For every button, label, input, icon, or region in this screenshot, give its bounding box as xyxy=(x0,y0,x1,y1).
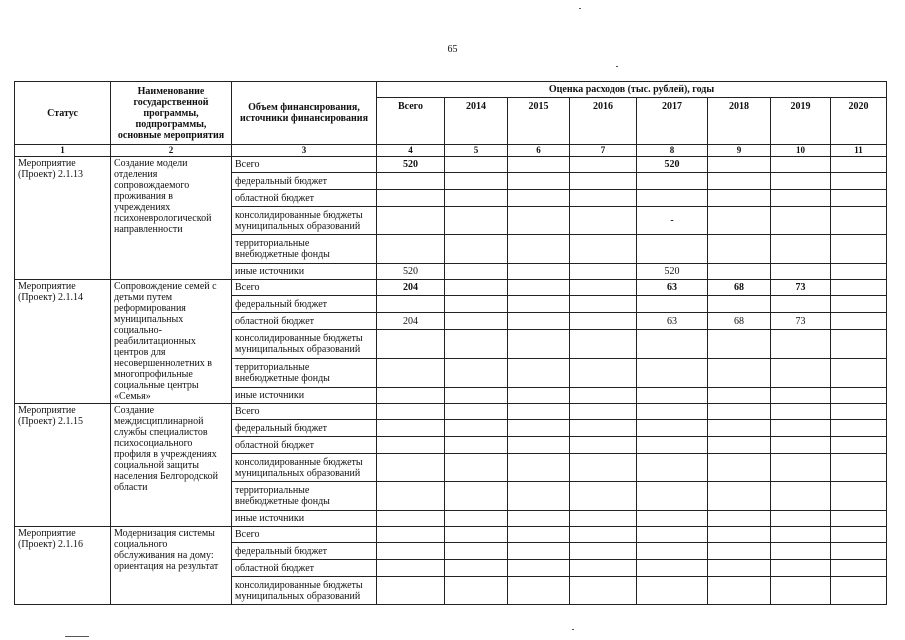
amount-cell: 520 xyxy=(637,264,708,280)
activity-status: Мероприятие (Проект) 2.1.13 xyxy=(15,157,111,280)
activity-name: Модернизация системы социального обслуживания на дому: ориентация на результат xyxy=(111,527,232,605)
column-number: 7 xyxy=(570,145,637,157)
amount-cell xyxy=(508,511,570,527)
column-number: 11 xyxy=(831,145,887,157)
amount-cell xyxy=(708,454,771,482)
amount-cell xyxy=(570,330,637,358)
amount-cell: 520 xyxy=(377,157,445,173)
scan-speck xyxy=(65,636,89,637)
amount-cell xyxy=(445,207,508,235)
amount-cell xyxy=(445,280,508,296)
header-year: 2018 xyxy=(708,98,771,145)
amount-cell xyxy=(570,387,637,403)
amount-cell xyxy=(508,173,570,190)
funding-source: областной бюджет xyxy=(232,560,377,577)
amount-cell xyxy=(708,235,771,264)
amount-cell xyxy=(570,280,637,296)
amount-cell xyxy=(771,454,831,482)
amount-cell xyxy=(831,482,887,511)
amount-cell xyxy=(637,543,708,560)
amount-cell xyxy=(508,527,570,543)
amount-cell xyxy=(637,404,708,420)
column-number: 5 xyxy=(445,145,508,157)
amount-cell: 520 xyxy=(637,157,708,173)
amount-cell xyxy=(708,511,771,527)
amount-cell xyxy=(771,527,831,543)
amount-cell xyxy=(445,157,508,173)
amount-cell xyxy=(831,511,887,527)
activity-name: Создание междисциплинарной службы специалистов психосоциального профиля в учреждениях социальной защиты населения Белгородской области xyxy=(111,404,232,527)
column-number: 3 xyxy=(232,145,377,157)
amount-cell xyxy=(771,264,831,280)
amount-cell xyxy=(831,387,887,403)
amount-cell xyxy=(771,560,831,577)
table-row xyxy=(15,527,887,543)
amount-cell: 68 xyxy=(708,313,771,330)
amount-cell xyxy=(708,527,771,543)
table-row xyxy=(15,280,887,296)
header-year: 2015 xyxy=(508,98,570,145)
amount-cell xyxy=(570,560,637,577)
funding-source: федеральный бюджет xyxy=(232,296,377,313)
header-status: Статус xyxy=(15,82,111,145)
scan-speck xyxy=(579,8,581,9)
amount-cell: 68 xyxy=(708,280,771,296)
activity-name: Сопровождение семей с детьми путем реформирования муниципальных социально-реабилитационных центров для несовершеннолетних в многопрофильные социальные центры «Семья» xyxy=(111,280,232,404)
amount-cell xyxy=(377,404,445,420)
amount-cell xyxy=(377,560,445,577)
amount-cell xyxy=(708,173,771,190)
amount-cell xyxy=(445,387,508,403)
funding-source: федеральный бюджет xyxy=(232,173,377,190)
amount-cell xyxy=(637,527,708,543)
amount-cell xyxy=(637,190,708,207)
amount-cell xyxy=(831,527,887,543)
amount-cell xyxy=(831,157,887,173)
amount-cell xyxy=(771,420,831,437)
amount-cell xyxy=(377,387,445,403)
amount-cell xyxy=(445,560,508,577)
amount-cell xyxy=(508,420,570,437)
amount-cell xyxy=(831,358,887,387)
amount-cell xyxy=(831,404,887,420)
amount-cell xyxy=(377,454,445,482)
amount-cell xyxy=(637,358,708,387)
amount-cell xyxy=(508,454,570,482)
amount-cell xyxy=(508,207,570,235)
amount-cell xyxy=(771,173,831,190)
funding-source: Всего xyxy=(232,404,377,420)
amount-cell xyxy=(708,420,771,437)
amount-cell xyxy=(771,157,831,173)
amount-cell xyxy=(508,404,570,420)
amount-cell xyxy=(570,235,637,264)
amount-cell xyxy=(570,437,637,454)
amount-cell: - xyxy=(637,207,708,235)
amount-cell xyxy=(445,404,508,420)
column-number: 10 xyxy=(771,145,831,157)
amount-cell xyxy=(377,437,445,454)
amount-cell xyxy=(570,207,637,235)
activity-status: Мероприятие (Проект) 2.1.15 xyxy=(15,404,111,527)
amount-cell xyxy=(637,482,708,511)
amount-cell xyxy=(831,437,887,454)
amount-cell xyxy=(377,543,445,560)
column-number: 9 xyxy=(708,145,771,157)
amount-cell: 63 xyxy=(637,313,708,330)
amount-cell xyxy=(771,437,831,454)
funding-source: консолидированные бюджеты муниципальных образований xyxy=(232,577,377,605)
amount-cell xyxy=(708,330,771,358)
header-year: 2020 xyxy=(831,98,887,145)
amount-cell xyxy=(708,387,771,403)
amount-cell xyxy=(708,482,771,511)
amount-cell xyxy=(570,190,637,207)
amount-cell: 63 xyxy=(637,280,708,296)
amount-cell xyxy=(508,437,570,454)
amount-cell xyxy=(708,577,771,605)
amount-cell xyxy=(771,511,831,527)
column-number: 4 xyxy=(377,145,445,157)
amount-cell xyxy=(831,280,887,296)
amount-cell xyxy=(831,330,887,358)
amount-cell xyxy=(508,313,570,330)
amount-cell xyxy=(771,235,831,264)
amount-cell: 520 xyxy=(377,264,445,280)
amount-cell xyxy=(445,577,508,605)
amount-cell xyxy=(377,330,445,358)
funding-source: консолидированные бюджеты муниципальных образований xyxy=(232,207,377,235)
amount-cell xyxy=(445,296,508,313)
header-year: 2019 xyxy=(771,98,831,145)
amount-cell xyxy=(771,296,831,313)
amount-cell xyxy=(831,296,887,313)
table-row xyxy=(15,157,887,173)
amount-cell xyxy=(708,207,771,235)
amount-cell xyxy=(708,157,771,173)
header-year: 2017 xyxy=(637,98,708,145)
amount-cell xyxy=(708,264,771,280)
column-number: 2 xyxy=(111,145,232,157)
amount-cell xyxy=(637,560,708,577)
amount-cell xyxy=(708,543,771,560)
column-number: 8 xyxy=(637,145,708,157)
amount-cell xyxy=(377,173,445,190)
header-year: 2016 xyxy=(570,98,637,145)
amount-cell xyxy=(377,420,445,437)
amount-cell xyxy=(445,420,508,437)
amount-cell xyxy=(831,420,887,437)
amount-cell xyxy=(831,313,887,330)
amount-cell xyxy=(508,296,570,313)
amount-cell xyxy=(508,190,570,207)
amount-cell xyxy=(570,482,637,511)
amount-cell xyxy=(637,296,708,313)
amount-cell xyxy=(445,330,508,358)
activity-status: Мероприятие (Проект) 2.1.14 xyxy=(15,280,111,404)
amount-cell xyxy=(771,482,831,511)
funding-source: областной бюджет xyxy=(232,437,377,454)
amount-cell xyxy=(771,577,831,605)
amount-cell xyxy=(570,511,637,527)
amount-cell xyxy=(831,560,887,577)
amount-cell xyxy=(377,511,445,527)
amount-cell xyxy=(637,173,708,190)
amount-cell xyxy=(570,157,637,173)
amount-cell xyxy=(570,313,637,330)
amount-cell xyxy=(771,358,831,387)
amount-cell xyxy=(445,482,508,511)
amount-cell xyxy=(508,280,570,296)
amount-cell xyxy=(637,330,708,358)
amount-cell: 73 xyxy=(771,280,831,296)
amount-cell xyxy=(445,358,508,387)
amount-cell xyxy=(771,543,831,560)
funding-source: территориальные внебюджетные фонды xyxy=(232,482,377,511)
funding-source: территориальные внебюджетные фонды xyxy=(232,235,377,264)
funding-source: иные источники xyxy=(232,264,377,280)
amount-cell xyxy=(570,358,637,387)
amount-cell xyxy=(570,296,637,313)
amount-cell xyxy=(377,207,445,235)
amount-cell xyxy=(708,358,771,387)
amount-cell xyxy=(708,296,771,313)
amount-cell xyxy=(771,387,831,403)
amount-cell xyxy=(508,482,570,511)
amount-cell xyxy=(831,173,887,190)
funding-source: территориальные внебюджетные фонды xyxy=(232,358,377,387)
amount-cell xyxy=(637,387,708,403)
amount-cell xyxy=(831,543,887,560)
amount-cell xyxy=(508,577,570,605)
amount-cell xyxy=(570,173,637,190)
amount-cell xyxy=(508,387,570,403)
amount-cell xyxy=(771,330,831,358)
amount-cell xyxy=(771,404,831,420)
amount-cell xyxy=(377,296,445,313)
amount-cell xyxy=(377,358,445,387)
scan-speck xyxy=(572,629,574,630)
funding-source: Всего xyxy=(232,527,377,543)
amount-cell xyxy=(637,577,708,605)
page-number: 65 xyxy=(447,44,458,55)
amount-cell xyxy=(708,190,771,207)
amount-cell xyxy=(508,560,570,577)
activity-name: Создание модели отделения сопровождаемого проживания в учреждениях психоневрологической направленности xyxy=(111,157,232,280)
funding-source: иные источники xyxy=(232,387,377,403)
amount-cell xyxy=(570,264,637,280)
funding-source: федеральный бюджет xyxy=(232,420,377,437)
amount-cell xyxy=(377,190,445,207)
amount-cell xyxy=(771,190,831,207)
amount-cell xyxy=(570,420,637,437)
amount-cell xyxy=(508,235,570,264)
funding-source: консолидированные бюджеты муниципальных образований xyxy=(232,454,377,482)
funding-source: федеральный бюджет xyxy=(232,543,377,560)
header-funding: Объем финансирования, источники финансирования xyxy=(232,82,377,145)
amount-cell xyxy=(637,454,708,482)
amount-cell xyxy=(445,543,508,560)
amount-cell xyxy=(637,511,708,527)
amount-cell xyxy=(831,264,887,280)
amount-cell: 73 xyxy=(771,313,831,330)
amount-cell xyxy=(445,437,508,454)
column-number: 1 xyxy=(15,145,111,157)
amount-cell xyxy=(570,404,637,420)
amount-cell xyxy=(377,235,445,264)
amount-cell: 204 xyxy=(377,280,445,296)
amount-cell xyxy=(708,560,771,577)
amount-cell xyxy=(831,454,887,482)
budget-table xyxy=(14,81,887,605)
scan-speck xyxy=(616,66,618,67)
funding-source: Всего xyxy=(232,280,377,296)
amount-cell xyxy=(831,207,887,235)
amount-cell xyxy=(508,543,570,560)
amount-cell xyxy=(637,420,708,437)
column-number-row xyxy=(15,145,887,157)
amount-cell xyxy=(508,358,570,387)
amount-cell xyxy=(708,437,771,454)
amount-cell: 204 xyxy=(377,313,445,330)
amount-cell xyxy=(377,577,445,605)
header-year: 2014 xyxy=(445,98,508,145)
amount-cell xyxy=(377,482,445,511)
header-name: Наименование государственной программы, подпрограммы, основные мероприятия xyxy=(111,82,232,145)
amount-cell xyxy=(508,330,570,358)
amount-cell xyxy=(831,235,887,264)
funding-source: областной бюджет xyxy=(232,313,377,330)
amount-cell xyxy=(445,173,508,190)
amount-cell xyxy=(508,157,570,173)
amount-cell xyxy=(831,577,887,605)
amount-cell xyxy=(708,404,771,420)
amount-cell xyxy=(637,235,708,264)
amount-cell xyxy=(570,527,637,543)
activity-status: Мероприятие (Проект) 2.1.16 xyxy=(15,527,111,605)
amount-cell xyxy=(377,527,445,543)
header-total: Всего xyxy=(377,98,445,145)
amount-cell xyxy=(445,235,508,264)
header-estimate: Оценка расходов (тыс. рублей), годы xyxy=(377,82,887,98)
amount-cell xyxy=(445,454,508,482)
amount-cell xyxy=(570,454,637,482)
column-number: 6 xyxy=(508,145,570,157)
amount-cell xyxy=(445,527,508,543)
funding-source: консолидированные бюджеты муниципальных образований xyxy=(232,330,377,358)
funding-source: областной бюджет xyxy=(232,190,377,207)
funding-source: Всего xyxy=(232,157,377,173)
amount-cell xyxy=(445,313,508,330)
amount-cell xyxy=(831,190,887,207)
amount-cell xyxy=(570,543,637,560)
amount-cell xyxy=(445,190,508,207)
amount-cell xyxy=(445,511,508,527)
amount-cell xyxy=(570,577,637,605)
funding-source: иные источники xyxy=(232,511,377,527)
amount-cell xyxy=(637,437,708,454)
amount-cell xyxy=(771,207,831,235)
amount-cell xyxy=(508,264,570,280)
amount-cell xyxy=(445,264,508,280)
table-row xyxy=(15,404,887,420)
